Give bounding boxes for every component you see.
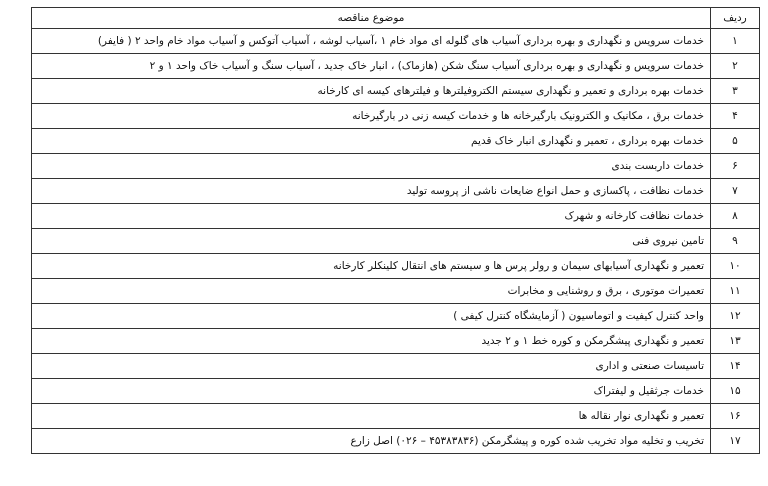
table-row [32, 304, 760, 329]
tender-subject: تعمیر و نگهداری پیشگرمکن و کوره خط ۱ و ۲ جدید [32, 329, 711, 354]
tender-subject: خدمات سرویس و نگهداری و بهره برداری آسیاب سنگ شکن (هازماک) ، انبار خاک جدید ، آسیاب سنگ و آسیاب خاک واحد ۱ و ۲ [32, 54, 711, 79]
table-row [32, 129, 760, 154]
tender-subject: خدمات نظافت ، پاکسازی و حمل انواع ضایعات ناشی از پروسه تولید [32, 179, 711, 204]
tender-subject: خدمات بهره برداری و تعمیر و نگهداری سیستم الکتروفیلترها و فیلترهای کیسه ای کارخانه [32, 79, 711, 104]
row-number: ۶ [711, 154, 760, 179]
tender-subject: تعمیر و نگهداری آسیابهای سیمان و رولر پرس ها و سیستم های انتقال کلینکلر کارخانه [32, 254, 711, 279]
row-number: ۲ [711, 54, 760, 79]
table-row [32, 29, 760, 54]
table-row [32, 104, 760, 129]
table-body [32, 29, 760, 454]
table-row [32, 254, 760, 279]
tender-subject: واحد کنترل کیفیت و اتوماسیون ( آزمایشگاه کنترل کیفی ) [32, 304, 711, 329]
row-number: ۸ [711, 204, 760, 229]
table-row [32, 329, 760, 354]
tender-subject: خدمات نظافت کارخانه و شهرک [32, 204, 711, 229]
table-row [32, 204, 760, 229]
tender-subject: تخریب و تخلیه مواد تخریب شده کوره و پیشگرمکن (۴۵۳۸۳۸۳۶ – ۰۲۶) اصل زارع [32, 429, 711, 454]
table-row [32, 279, 760, 304]
row-number: ۳ [711, 79, 760, 104]
row-number: ۱۵ [711, 379, 760, 404]
tender-table [31, 7, 760, 454]
tender-subject: خدمات برق ، مکانیک و الکترونیک بارگیرخانه ها و خدمات کیسه زنی در بارگیرخانه [32, 104, 711, 129]
table-row [32, 79, 760, 104]
table-header-row [32, 8, 760, 29]
tender-subject: تامین نیروی فنی [32, 229, 711, 254]
table-row [32, 54, 760, 79]
tender-subject: تعمیرات موتوری ، برق و روشنایی و مخابرات [32, 279, 711, 304]
table-row [32, 429, 760, 454]
tender-subject: تاسیسات صنعتی و اداری [32, 354, 711, 379]
row-number: ۱۰ [711, 254, 760, 279]
table-row [32, 404, 760, 429]
tender-subject: خدمات داربست بندی [32, 154, 711, 179]
table-row [32, 229, 760, 254]
tender-subject: خدمات بهره برداری ، تعمیر و نگهداری انبار خاک قدیم [32, 129, 711, 154]
row-number: ۱۲ [711, 304, 760, 329]
row-number: ۱۶ [711, 404, 760, 429]
row-number: ۱ [711, 29, 760, 54]
table-row [32, 154, 760, 179]
tender-subject: تعمیر و نگهداری نوار نقاله ها [32, 404, 711, 429]
table-row [32, 354, 760, 379]
row-number: ۱۳ [711, 329, 760, 354]
table-row [32, 379, 760, 404]
row-number: ۵ [711, 129, 760, 154]
tender-subject: خدمات جرثقیل و لیفتراک [32, 379, 711, 404]
row-number: ۹ [711, 229, 760, 254]
row-number: ۱۷ [711, 429, 760, 454]
row-number: ۷ [711, 179, 760, 204]
header-tender-subject: موضوع مناقصه [32, 8, 711, 29]
header-row-number: ردیف [711, 8, 760, 29]
row-number: ۱۴ [711, 354, 760, 379]
table-row [32, 179, 760, 204]
row-number: ۴ [711, 104, 760, 129]
tender-subject: خدمات سرویس و نگهداری و بهره برداری آسیاب های گلوله ای مواد خام ۱ ،آسیاب لوشه ، آسیاب آتوکس و آسیاب مواد خام واحد ۲ ( فایفر) [32, 29, 711, 54]
row-number: ۱۱ [711, 279, 760, 304]
